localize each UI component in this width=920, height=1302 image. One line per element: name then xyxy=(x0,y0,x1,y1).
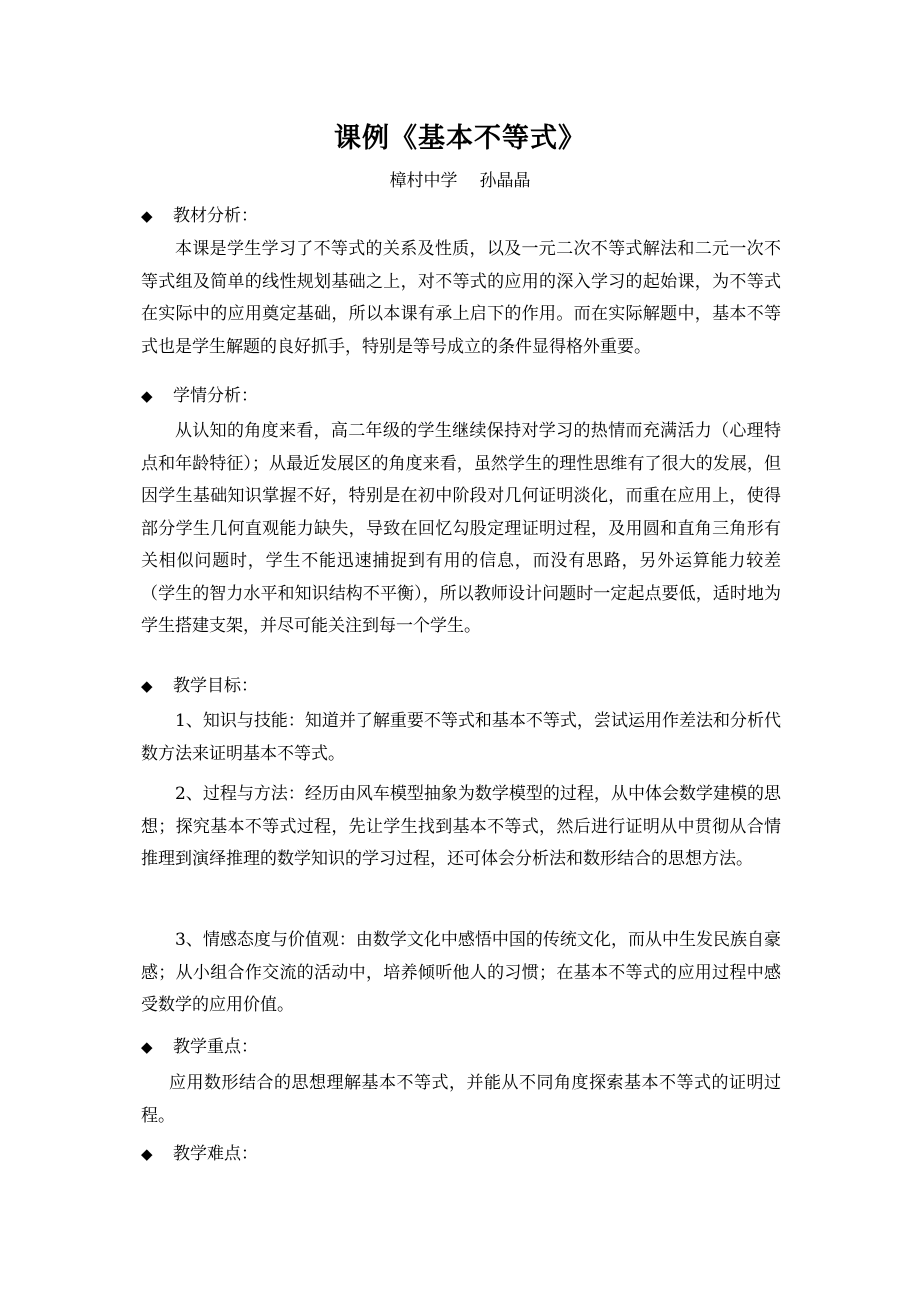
section-heading-materials xyxy=(141,203,258,229)
goal-item-attitude: 3、情感态度与价值观：由数学文化中感悟中国的传统文化，而从中生发民族自豪感；从小组合作交流的活动中，培养倾听他人的习惯；在基本不等式的应用过程中感受数学的应用价值。 xyxy=(141,930,781,1015)
author-school: 樟村中学 xyxy=(389,171,458,191)
section-heading-difficulties xyxy=(141,1141,258,1167)
heading-text: 教材分析： xyxy=(173,206,258,226)
goal-item-knowledge: 1、知识与技能：知道并了解重要不等式和基本不等式，尝试运用作差法和分析代数方法来证明基本不等式。 xyxy=(141,711,781,764)
diamond-bullet-icon: ◆ xyxy=(141,207,153,225)
students-paragraph: 从认知的角度来看，高二年级的学生继续保持对学习的热情而充满活力（心理特点和年龄特征）；从最近发展区的角度来看，虽然学生的理性思维有了很大的发展，但因学生基础知识掌握不好，特别是在初中阶段对几何证明淡化，而重在应用上，使得部分学生几何直观能力缺失，导致在回忆勾股定理证明过程，及用圆和直角三角形有关相似问题时，学生不能迅速捕捉到有用的信息，而没有思路，另外运算能力较差（学生的智力水平和知识结构不平衡），所以教师设计问题时一定起点要低，适时地为学生搭建支架，并尽可能关注到每一个学生。 xyxy=(141,421,781,636)
materials-paragraph: 本课是学生学习了不等式的关系及性质，以及一元二次不等式解法和二元一次不等式组及简单的线性规划基础之上，对不等式的应用的深入学习的起始课，为不等式在实际中的应用奠定基础，所以本课有承上启下的作用。而在实际解题中，基本不等式也是学生解题的良好抓手，特别是等号成立的条件显得格外重要。 xyxy=(141,239,781,357)
section-heading-students xyxy=(141,383,258,409)
section-heading-goals xyxy=(141,673,258,699)
author-line xyxy=(0,166,920,191)
diamond-bullet-icon: ◆ xyxy=(141,387,153,405)
goal-item-process: 2、过程与方法：经历由风车模型抽象为数学模型的过程，从中体会数学建模的思想；探究基本不等式过程，先让学生找到基本不等式，然后进行证明从中贯彻从合情推理到演绎推理的数学知识的学习过程，还可体会分析法和数形结合的思想方法。 xyxy=(141,784,781,869)
diamond-bullet-icon: ◆ xyxy=(141,677,153,695)
section-heading-key-points xyxy=(141,1034,258,1060)
heading-text: 学情分析： xyxy=(173,386,258,406)
heading-text: 教学难点： xyxy=(173,1144,258,1164)
key-points-paragraph: 应用数形结合的思想理解基本不等式，并能从不同角度探索基本不等式的证明过程。 xyxy=(141,1073,781,1126)
author-name: 孙晶晶 xyxy=(479,171,531,191)
diamond-bullet-icon: ◆ xyxy=(141,1145,153,1163)
heading-text: 教学目标： xyxy=(173,676,258,696)
document-title: 课例《基本不等式》 xyxy=(334,123,586,154)
heading-text: 教学重点： xyxy=(173,1037,258,1057)
diamond-bullet-icon: ◆ xyxy=(141,1038,153,1056)
